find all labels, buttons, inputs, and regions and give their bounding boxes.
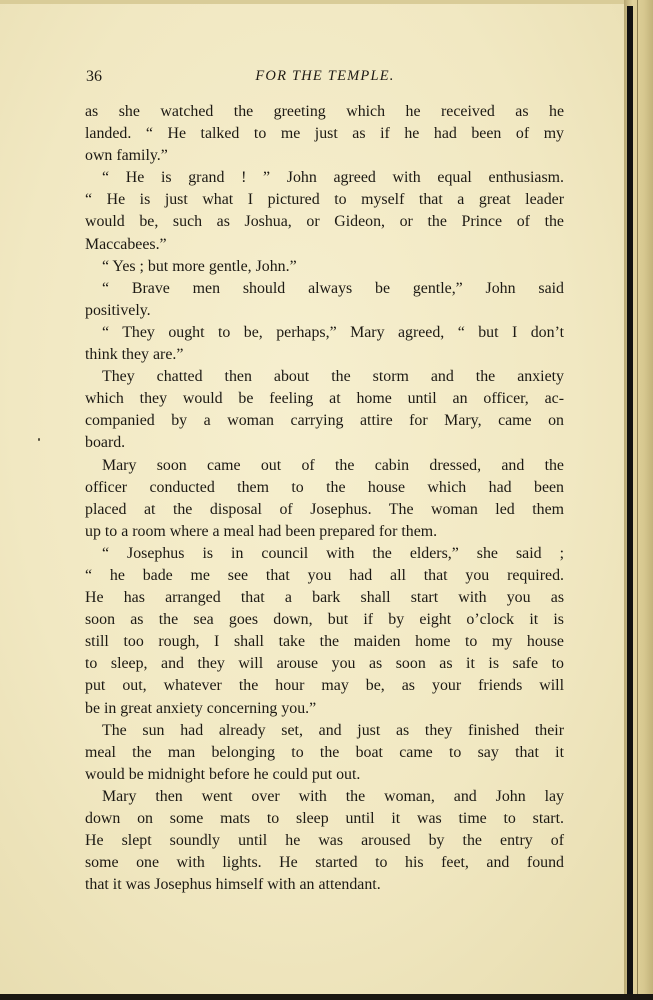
paragraph [85, 256, 564, 278]
page-bottom-edge [0, 994, 653, 1000]
text-line: “ Brave men should always be gentle,” John said [102, 279, 564, 297]
text-line: They chatted then about the storm and the anxiety [102, 368, 564, 386]
text-line: “ Josephus is in council with the elders,” she said ; [102, 544, 564, 562]
text-line: to sleep, and they will arouse you as soon as it is safe to [85, 655, 564, 673]
text-line: “ Yes ; but more gentle, John.” [102, 257, 297, 275]
page-header [86, 68, 564, 90]
paragraph [85, 101, 564, 167]
paragraph [85, 278, 564, 322]
text-line: would be, such as Joshua, or Gideon, or the Prince of the [85, 213, 564, 231]
text-line: positively. [85, 301, 151, 319]
text-line: “ He is just what I pictured to myself that a great leader [85, 191, 564, 209]
text-line: as she watched the greeting which he received as he [85, 103, 564, 120]
text-line: placed at the disposal of Josephus. The woman led them [85, 500, 564, 518]
text-line: that it was Josephus himself with an attendant. [85, 876, 381, 894]
page-top-edge [0, 0, 653, 4]
running-title: FOR THE TEMPLE. [255, 68, 395, 84]
margin-speck [38, 438, 40, 441]
text-line: companied by a woman carrying attire for Mary, came on [85, 412, 564, 430]
paragraph [85, 366, 564, 454]
text-line: would be midnight before he could put out. [85, 765, 361, 783]
paragraph [85, 720, 564, 786]
page-number: 36 [86, 68, 102, 85]
text-line: He has arranged that a bark shall start with you as [85, 589, 564, 607]
text-line: meal the man belonging to the boat came to say that it [85, 743, 564, 761]
paragraph [85, 167, 564, 255]
text-line: board. [85, 434, 126, 452]
text-line: “ he bade me see that you had all that you required. [85, 566, 564, 584]
text-line: soon as the sea goes down, but if by eight o’clock it is [85, 611, 564, 629]
paragraph [85, 455, 564, 543]
text-line: think they are.” [85, 346, 184, 364]
text-line: “ He is grand ! ” John agreed with equal enthusiasm. [102, 169, 564, 187]
text-line: landed. “ He talked to me just as if he had been of my [85, 125, 564, 143]
text-line: Mary then went over with the woman, and John lay [102, 787, 564, 805]
text-line: some one with lights. He started to his feet, and found [85, 854, 564, 872]
text-line: be in great anxiety concerning you.” [85, 699, 317, 717]
text-line: put out, whatever the hour may be, as your friends will [85, 677, 564, 695]
text-line: “ They ought to be, perhaps,” Mary agreed, “ but I don’t [102, 323, 564, 341]
body-text [85, 101, 564, 896]
text-line: still too rough, I shall take the maiden home to my house [85, 633, 564, 651]
text-line: officer conducted them to the house which had been [85, 478, 564, 496]
text-line: which they would be feeling at home until an officer, ac- [85, 390, 564, 408]
text-line: up to a room where a meal had been prepared for them. [85, 522, 438, 540]
spine-binding-line [627, 6, 633, 994]
text-line: He slept soundly until he was aroused by the entry of [85, 832, 564, 850]
paragraph [85, 543, 564, 720]
spine-edge-line [637, 0, 638, 1000]
paragraph [85, 786, 564, 896]
text-line: The sun had already set, and just as they finished their [102, 721, 564, 739]
text-line: down on some mats to sleep until it was time to start. [85, 810, 564, 827]
paragraph [85, 322, 564, 366]
text-line: Mary soon came out of the cabin dressed, and the [102, 456, 564, 474]
text-line: own family.” [85, 147, 168, 165]
text-line: Maccabees.” [85, 235, 167, 253]
